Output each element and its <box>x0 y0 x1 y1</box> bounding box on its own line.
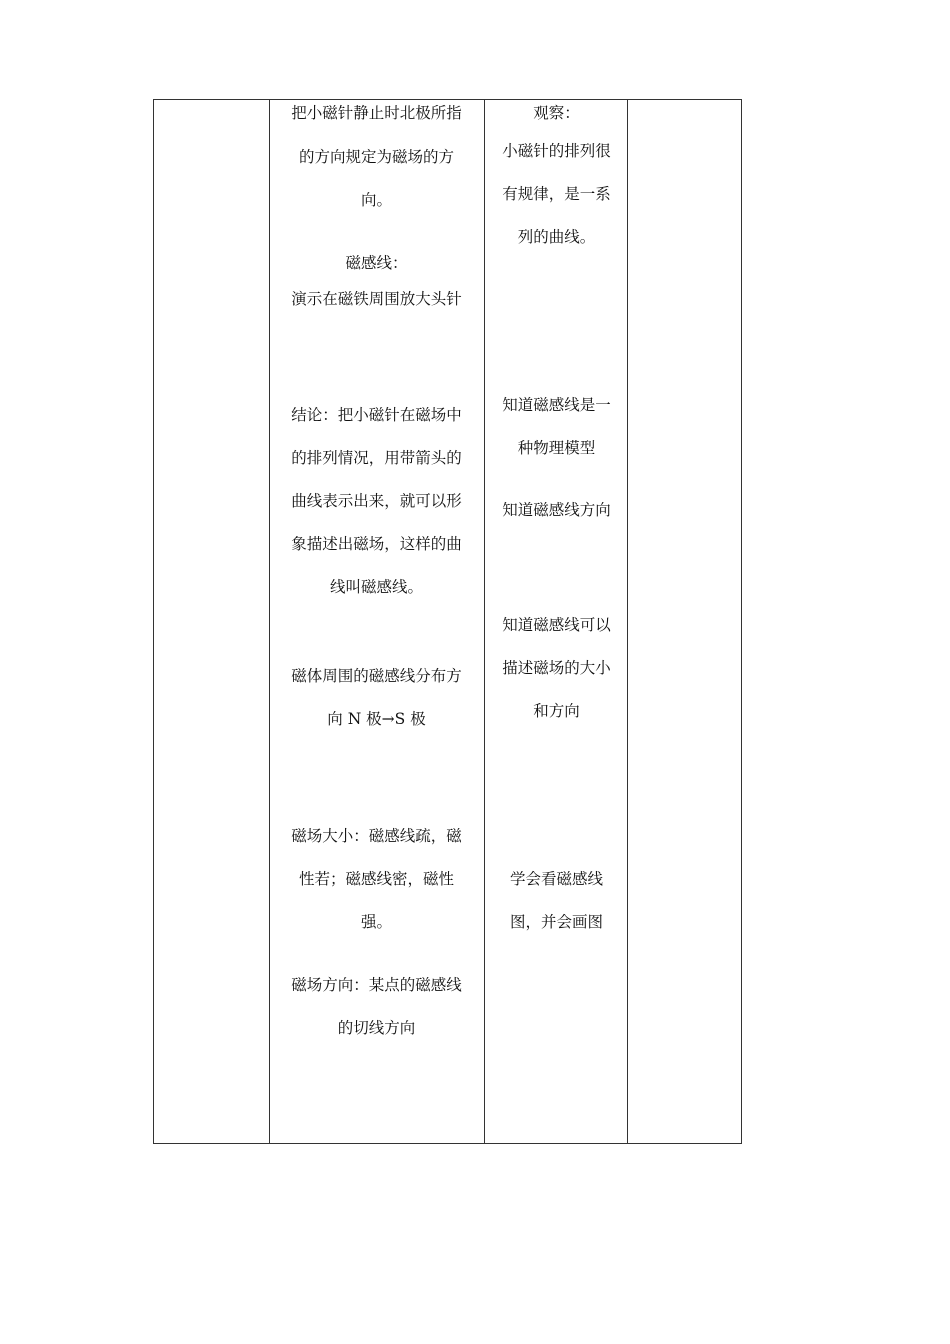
activity-line: 学会看磁感线 <box>509 870 603 888</box>
content-line: 的切线方向 <box>337 1019 416 1037</box>
activity-line: 图，并会画图 <box>509 913 603 931</box>
content-line: 把小磁针静止时北极所指 <box>291 104 462 122</box>
content-line: 磁体周围的磁感线分布方 <box>291 667 462 685</box>
content-line: 向。 <box>360 191 392 209</box>
activity-line: 知道磁感线方向 <box>502 501 611 519</box>
content-line: 曲线表示出来，就可以形 <box>291 492 462 510</box>
activity-line: 和方向 <box>533 702 580 720</box>
section-heading: 观察： <box>533 104 580 122</box>
section-heading: 磁感线： <box>345 254 408 272</box>
activity-line: 小磁针的排列很 <box>502 142 611 160</box>
content-line: 强。 <box>360 913 392 931</box>
activity-line: 描述磁场的大小 <box>502 659 611 677</box>
activity-line: 知道磁感线可以 <box>502 616 611 634</box>
content-line: 磁场方向：某点的磁感线 <box>291 976 462 994</box>
content-line: 演示在磁铁周围放大头针 <box>291 290 462 308</box>
content-line: 象描述出磁场，这样的曲 <box>291 535 462 553</box>
lesson-table <box>153 99 742 1144</box>
content-line: 向 N 极→S 极 <box>327 710 426 728</box>
content-line: 的方向规定为磁场的方 <box>298 148 454 166</box>
content-line: 的排列情况，用带箭头的 <box>291 449 462 467</box>
content-line: 性若；磁感线密，磁性 <box>298 870 454 888</box>
activity-line: 知道磁感线是一 <box>502 396 611 414</box>
activity-line: 列的曲线。 <box>517 228 596 246</box>
content-line: 磁场大小：磁感线疏，磁 <box>291 827 462 845</box>
content-line: 结论：把小磁针在磁场中 <box>291 406 462 424</box>
activity-line: 有规律，是一系 <box>502 185 611 203</box>
content-line: 线叫磁感线。 <box>329 578 423 596</box>
activity-line: 种物理模型 <box>517 439 596 457</box>
